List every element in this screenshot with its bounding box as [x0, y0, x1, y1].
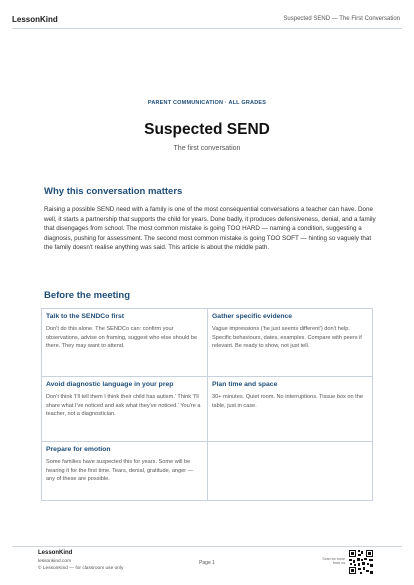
footer-copyright: © LessonKind — for classroom use only: [38, 566, 124, 571]
tips-grid: [41, 308, 373, 501]
header-brand: LessonKind: [12, 15, 58, 24]
header-doc-title: Suspected SEND — The First Conversation: [283, 16, 400, 22]
page-header: [0, 0, 414, 30]
tip-card-title: Prepare for emotion: [46, 446, 111, 453]
tip-card-title: Avoid diagnostic language in your prep: [46, 381, 174, 388]
page-subtitle: The first conversation: [173, 145, 241, 152]
kicker-label: PARENT COMMUNICATION · ALL GRADES: [147, 100, 267, 106]
tip-card: [42, 442, 207, 501]
tip-card-body: Vague impressions ('he just seems different') don't help. Specific behaviours, dates, examples. Compare with peers if relevant. Be ready to show, not just tell.: [212, 326, 362, 350]
tip-card: [42, 377, 207, 441]
tip-card-body: Don't do this alone. The SENDCo can: confirm your observations, advise on framing, suggest who else should be there. They may want to attend.: [46, 326, 198, 350]
tip-card-title: Plan time and space: [212, 381, 278, 388]
why-paragraph: Raising a possible SEND need with a family is one of the most consequential conversations a teacher can have. Done well, it starts a partnership that supports the child for years. Done badly, it produces defensiveness, denial, and a family that disengages from school. The most common mistake is going TOO HARD — naming a condition, suggesting a diagnosis, pushing for assessment. The second most common mistake is going TOO SOFT — hinting so vaguely that the family doesn't realise anything was said. This article is about the middle path.: [44, 206, 376, 252]
tip-card-title: Gather specific evidence: [212, 313, 293, 320]
tip-card: [208, 309, 373, 376]
tip-card-body: Don't think 'I'll tell them I think their child has autism.' Think 'I'll share what I've noticed and ask what they've noticed.' You're a teacher, not a diagnostician.: [46, 394, 201, 418]
footer-divider: [12, 546, 402, 547]
tip-card: [42, 309, 207, 376]
tip-card-body: Some families have suspected this for years. Some will be hearing it for the first time. Tears, denial, gratitude, anger — any of these are possible.: [46, 459, 194, 483]
qr-caption: Scan for more from us: [322, 557, 345, 566]
footer-site-link[interactable]: lessonkind.com: [38, 559, 72, 564]
section-heading-why: Why this conversation matters: [44, 186, 183, 197]
page-number: Page 1: [199, 560, 215, 566]
tip-card-body: 30+ minutes. Quiet room. No interruptions. Tissue box on the table, just in case.: [212, 394, 363, 409]
page-title: Suspected SEND: [144, 121, 270, 138]
section-heading-before: Before the meeting: [44, 290, 131, 301]
tip-card-title: Talk to the SENDCo first: [46, 313, 125, 320]
footer-brand: LessonKind: [38, 550, 73, 556]
tip-card: [208, 377, 373, 441]
header-divider: [12, 28, 402, 29]
qr-code-icon: [348, 549, 374, 575]
